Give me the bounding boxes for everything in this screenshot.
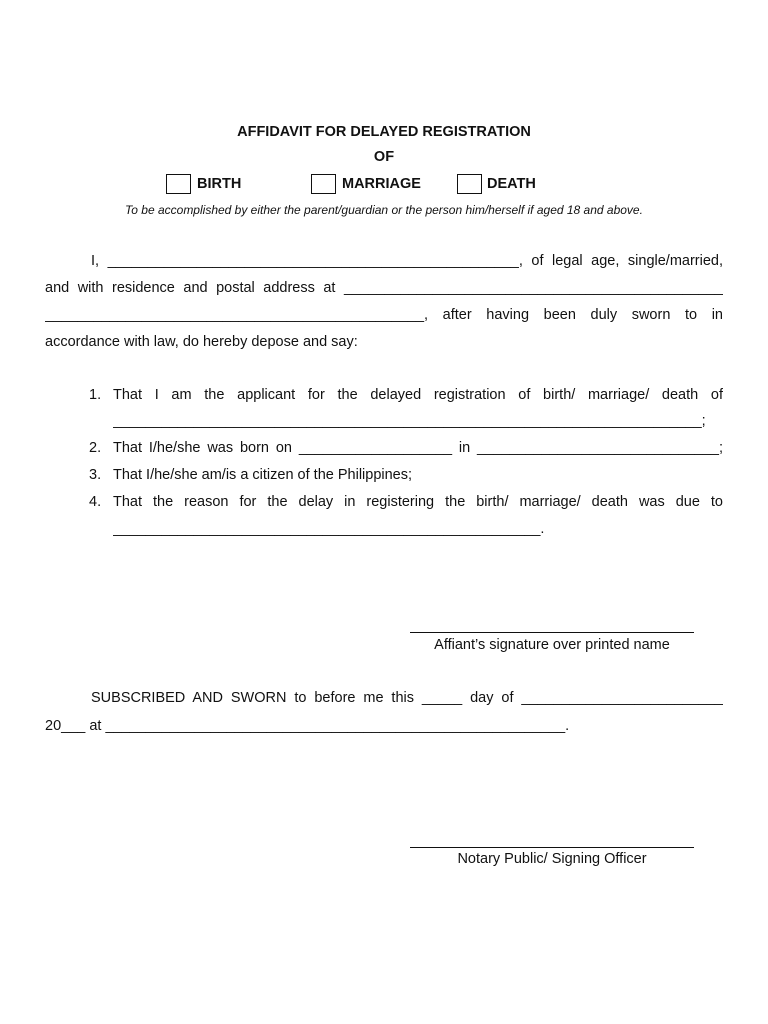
item-3-text: That I/he/she am/is a citizen of the Philippines; bbox=[113, 467, 413, 483]
item-1-text: That I am the applicant for the delayed registration of birth/ marriage/ death of bbox=[113, 387, 723, 403]
subscribed-line-2: 20___ at _________________________________________________________. bbox=[45, 718, 570, 734]
intro-line-1: I, ___________________________________________________, of legal age, single/married, bbox=[91, 253, 723, 269]
subscribed-line-1: SUBSCRIBED AND SWORN to before me this _____ day of _________________________ bbox=[91, 690, 723, 706]
affiant-signature-line bbox=[410, 632, 694, 633]
notary-signature-label: Notary Public/ Signing Officer bbox=[457, 851, 647, 867]
item-3-number: 3. bbox=[89, 467, 102, 483]
item-4-number: 4. bbox=[89, 494, 102, 510]
death-checkbox[interactable] bbox=[457, 174, 482, 194]
notary-signature-line bbox=[410, 847, 694, 848]
item-2-number: 2. bbox=[89, 440, 102, 456]
item-1-number: 1. bbox=[89, 387, 102, 403]
birth-checkbox[interactable] bbox=[166, 174, 191, 194]
instruction-note: To be accomplished by either the parent/guardian or the person him/herself if aged 18 and above. bbox=[125, 203, 643, 217]
document-title-of: OF bbox=[373, 149, 395, 165]
item-2-text: That I/he/she was born on ___________________ in ______________________________; bbox=[113, 440, 723, 456]
marriage-label: MARRIAGE bbox=[342, 176, 421, 192]
intro-line-3: _______________________________________________, after having been duly sworn to in bbox=[45, 307, 723, 323]
item-1-blank: _________________________________________________________________________; bbox=[113, 413, 706, 429]
document-title: AFFIDAVIT FOR DELAYED REGISTRATION bbox=[237, 124, 531, 140]
marriage-checkbox[interactable] bbox=[311, 174, 336, 194]
birth-label: BIRTH bbox=[197, 176, 242, 192]
item-4-text: That the reason for the delay in registering the birth/ marriage/ death was due to bbox=[113, 494, 723, 510]
intro-line-4: accordance with law, do hereby depose and say: bbox=[45, 334, 358, 350]
item-4-blank: _____________________________________________________. bbox=[113, 521, 545, 537]
intro-line-2: and with residence and postal address at _______________________________________________ bbox=[45, 280, 723, 296]
death-label: DEATH bbox=[487, 176, 536, 192]
affiant-signature-label: Affiant’s signature over printed name bbox=[434, 637, 670, 653]
